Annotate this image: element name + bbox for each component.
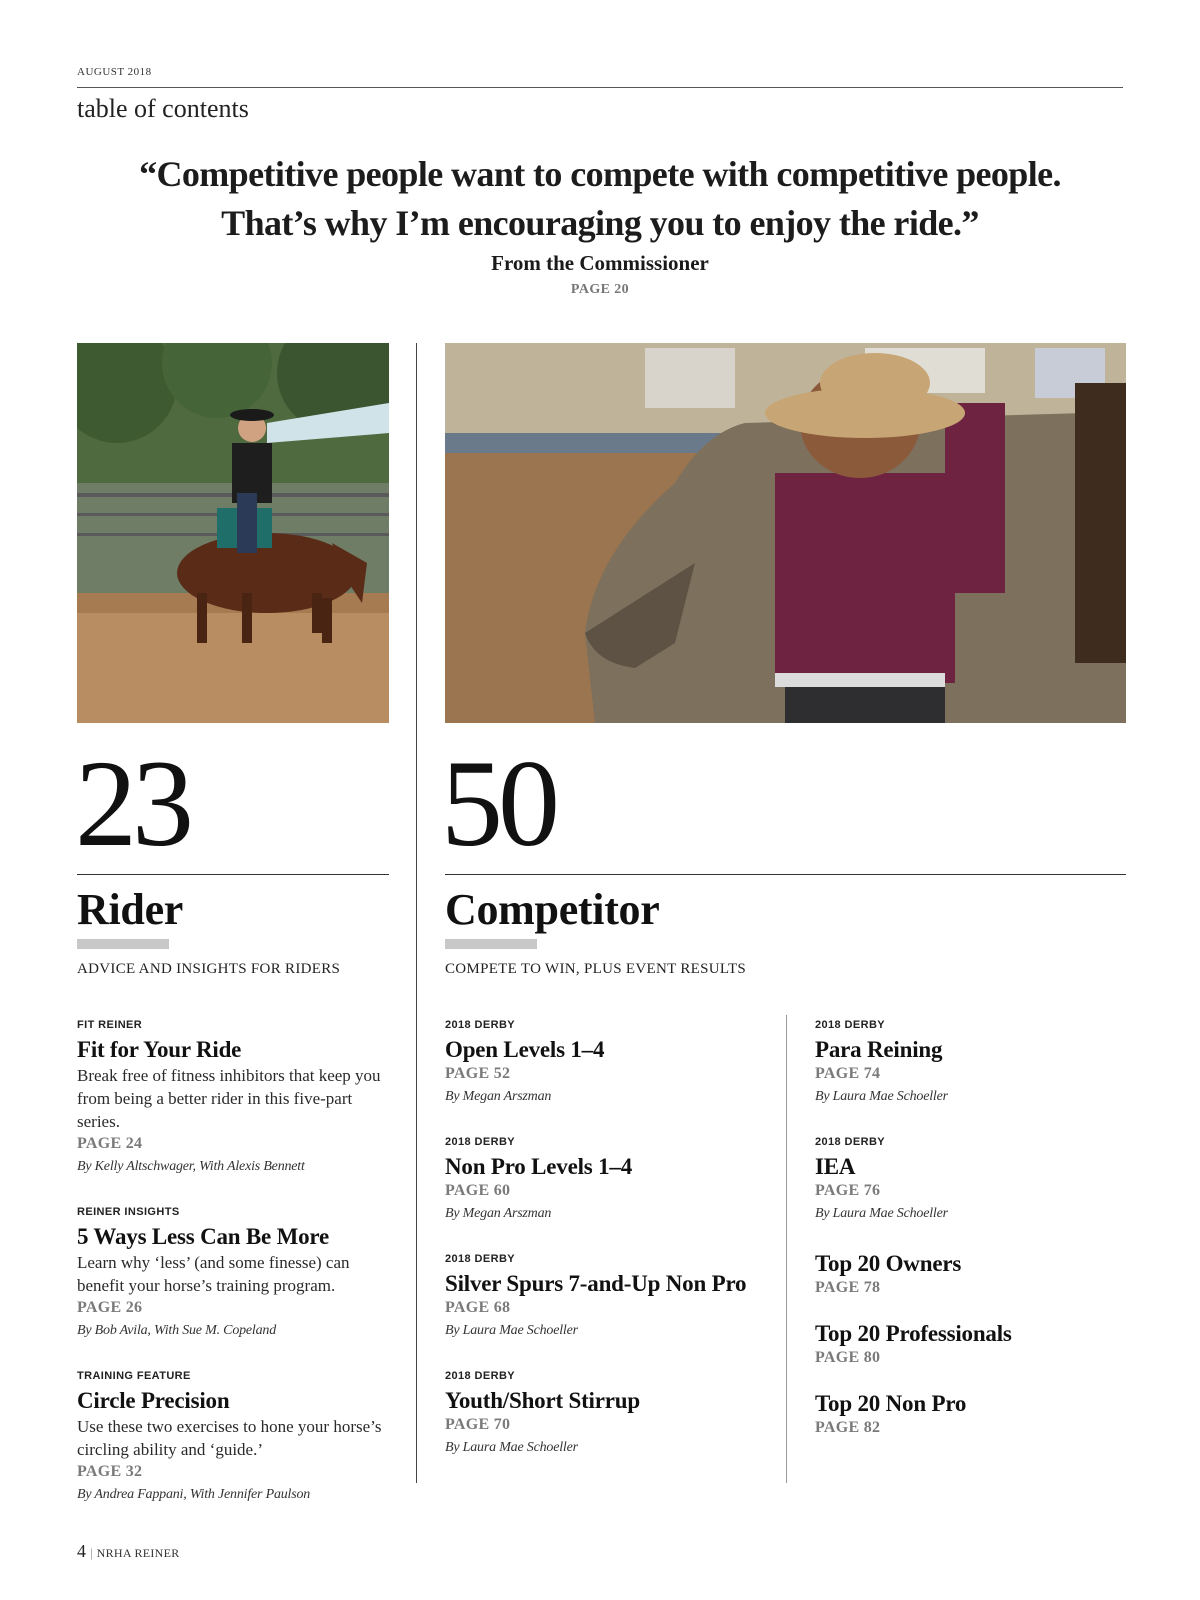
article-page-ref: PAGE 82 <box>815 1419 881 1436</box>
article-kicker: REINER INSIGHTS <box>77 1206 180 1218</box>
article-page-ref: PAGE 60 <box>445 1182 511 1199</box>
article-page-ref: PAGE 80 <box>815 1349 881 1366</box>
competitor-section-title: Competitor <box>445 885 660 934</box>
article-page-ref: PAGE 68 <box>445 1299 511 1316</box>
rider-accent-bar <box>77 939 169 949</box>
article-kicker: 2018 DERBY <box>445 1253 516 1265</box>
rider-section-title: Rider <box>77 885 184 934</box>
article-open-levels[interactable] <box>445 1019 775 1109</box>
article-title[interactable]: Top 20 Professionals <box>815 1321 1012 1346</box>
article-top-20-professionals[interactable] <box>815 1320 1125 1369</box>
quote-source[interactable]: From the Commissioner <box>491 251 709 275</box>
pull-quote: “Competitive people want to compete with competitive people. That’s why I’m encouraging you to enjoy the ride.” <box>139 154 1061 243</box>
article-page-ref: PAGE 76 <box>815 1182 881 1199</box>
article-byline: By Laura Mae Schoeller <box>815 1089 948 1104</box>
footer-separator: | <box>90 1545 93 1560</box>
article-title[interactable]: Non Pro Levels 1–4 <box>445 1154 632 1179</box>
article-description: Break free of fitness inhibitors that keep you from being a better rider in this five-part series. <box>77 1066 381 1131</box>
article-kicker: 2018 DERBY <box>815 1136 886 1148</box>
article-title[interactable]: Top 20 Owners <box>815 1251 962 1276</box>
article-page-ref: PAGE 26 <box>77 1299 143 1316</box>
article-title[interactable]: IEA <box>815 1154 856 1179</box>
quote-page-ref: PAGE 20 <box>570 282 630 297</box>
header-divider <box>77 87 1123 88</box>
rider-section-subtitle: ADVICE AND INSIGHTS FOR RIDERS <box>77 961 341 977</box>
rider-section-rule <box>77 874 389 875</box>
article-description: Use these two exercises to hone your horse’s circling ability and ‘guide.’ <box>77 1417 382 1459</box>
article-title[interactable]: Top 20 Non Pro <box>815 1391 967 1416</box>
article-top-20-non-pro[interactable] <box>815 1390 1125 1439</box>
article-page-ref: PAGE 74 <box>815 1065 881 1082</box>
article-byline: By Laura Mae Schoeller <box>815 1206 948 1221</box>
article-iea[interactable] <box>815 1136 1125 1226</box>
article-page-ref: PAGE 32 <box>77 1463 143 1480</box>
article-title[interactable]: Circle Precision <box>77 1388 230 1413</box>
article-byline: By Andrea Fappani, With Jennifer Paulson <box>77 1487 311 1502</box>
article-page-ref: PAGE 78 <box>815 1279 881 1296</box>
article-byline: By Megan Arszman <box>445 1206 552 1221</box>
page-title: table of contents <box>77 94 249 123</box>
competitor-section-subtitle: COMPETE TO WIN, PLUS EVENT RESULTS <box>445 961 747 977</box>
article-kicker: 2018 DERBY <box>445 1019 516 1031</box>
page-number: 4 <box>77 1541 86 1561</box>
issue-date: AUGUST 2018 <box>77 66 152 78</box>
article-title[interactable]: Silver Spurs 7-and-Up Non Pro <box>445 1271 747 1296</box>
article-top-20-owners[interactable] <box>815 1250 1125 1299</box>
article-byline: By Megan Arszman <box>445 1089 552 1104</box>
article-silver-spurs[interactable] <box>445 1253 780 1343</box>
article-kicker: TRAINING FEATURE <box>77 1370 191 1382</box>
column-divider-secondary <box>786 1015 787 1483</box>
article-kicker: 2018 DERBY <box>445 1136 516 1148</box>
article-fit-for-your-ride[interactable] <box>77 1019 397 1179</box>
article-page-ref: PAGE 24 <box>77 1135 143 1152</box>
article-kicker: FIT REINER <box>77 1019 143 1031</box>
page-footer <box>77 1541 180 1562</box>
magazine-name: NRHA REINER <box>96 1546 180 1560</box>
article-page-ref: PAGE 52 <box>445 1065 511 1082</box>
article-title[interactable]: Open Levels 1–4 <box>445 1037 605 1062</box>
rider-section-number: 23 <box>75 735 189 872</box>
article-title[interactable]: Fit for Your Ride <box>77 1037 242 1062</box>
article-description: Learn why ‘less’ (and some finesse) can benefit your horse’s training program. <box>77 1253 350 1295</box>
article-para-reining[interactable] <box>815 1019 1125 1109</box>
article-non-pro-levels[interactable] <box>445 1136 775 1226</box>
competitor-photo[interactable] <box>445 343 1126 723</box>
competitor-section-number: 50 <box>441 735 555 872</box>
article-byline: By Bob Avila, With Sue M. Copeland <box>77 1323 277 1338</box>
article-title[interactable]: 5 Ways Less Can Be More <box>77 1224 330 1249</box>
competitor-section-rule <box>445 874 1126 875</box>
article-byline: By Laura Mae Schoeller <box>445 1323 578 1338</box>
article-circle-precision[interactable] <box>77 1370 397 1507</box>
article-page-ref: PAGE 70 <box>445 1416 511 1433</box>
article-title[interactable]: Youth/Short Stirrup <box>445 1388 640 1413</box>
column-divider-main <box>416 343 417 1483</box>
article-youth-short-stirrup[interactable] <box>445 1370 775 1460</box>
article-byline: By Kelly Altschwager, With Alexis Bennett <box>77 1159 305 1174</box>
article-title[interactable]: Para Reining <box>815 1037 943 1062</box>
rider-photo[interactable] <box>77 343 389 723</box>
article-kicker: 2018 DERBY <box>815 1019 886 1031</box>
article-5-ways-less[interactable] <box>77 1206 397 1343</box>
competitor-accent-bar <box>445 939 537 949</box>
article-kicker: 2018 DERBY <box>445 1370 516 1382</box>
article-byline: By Laura Mae Schoeller <box>445 1440 578 1455</box>
